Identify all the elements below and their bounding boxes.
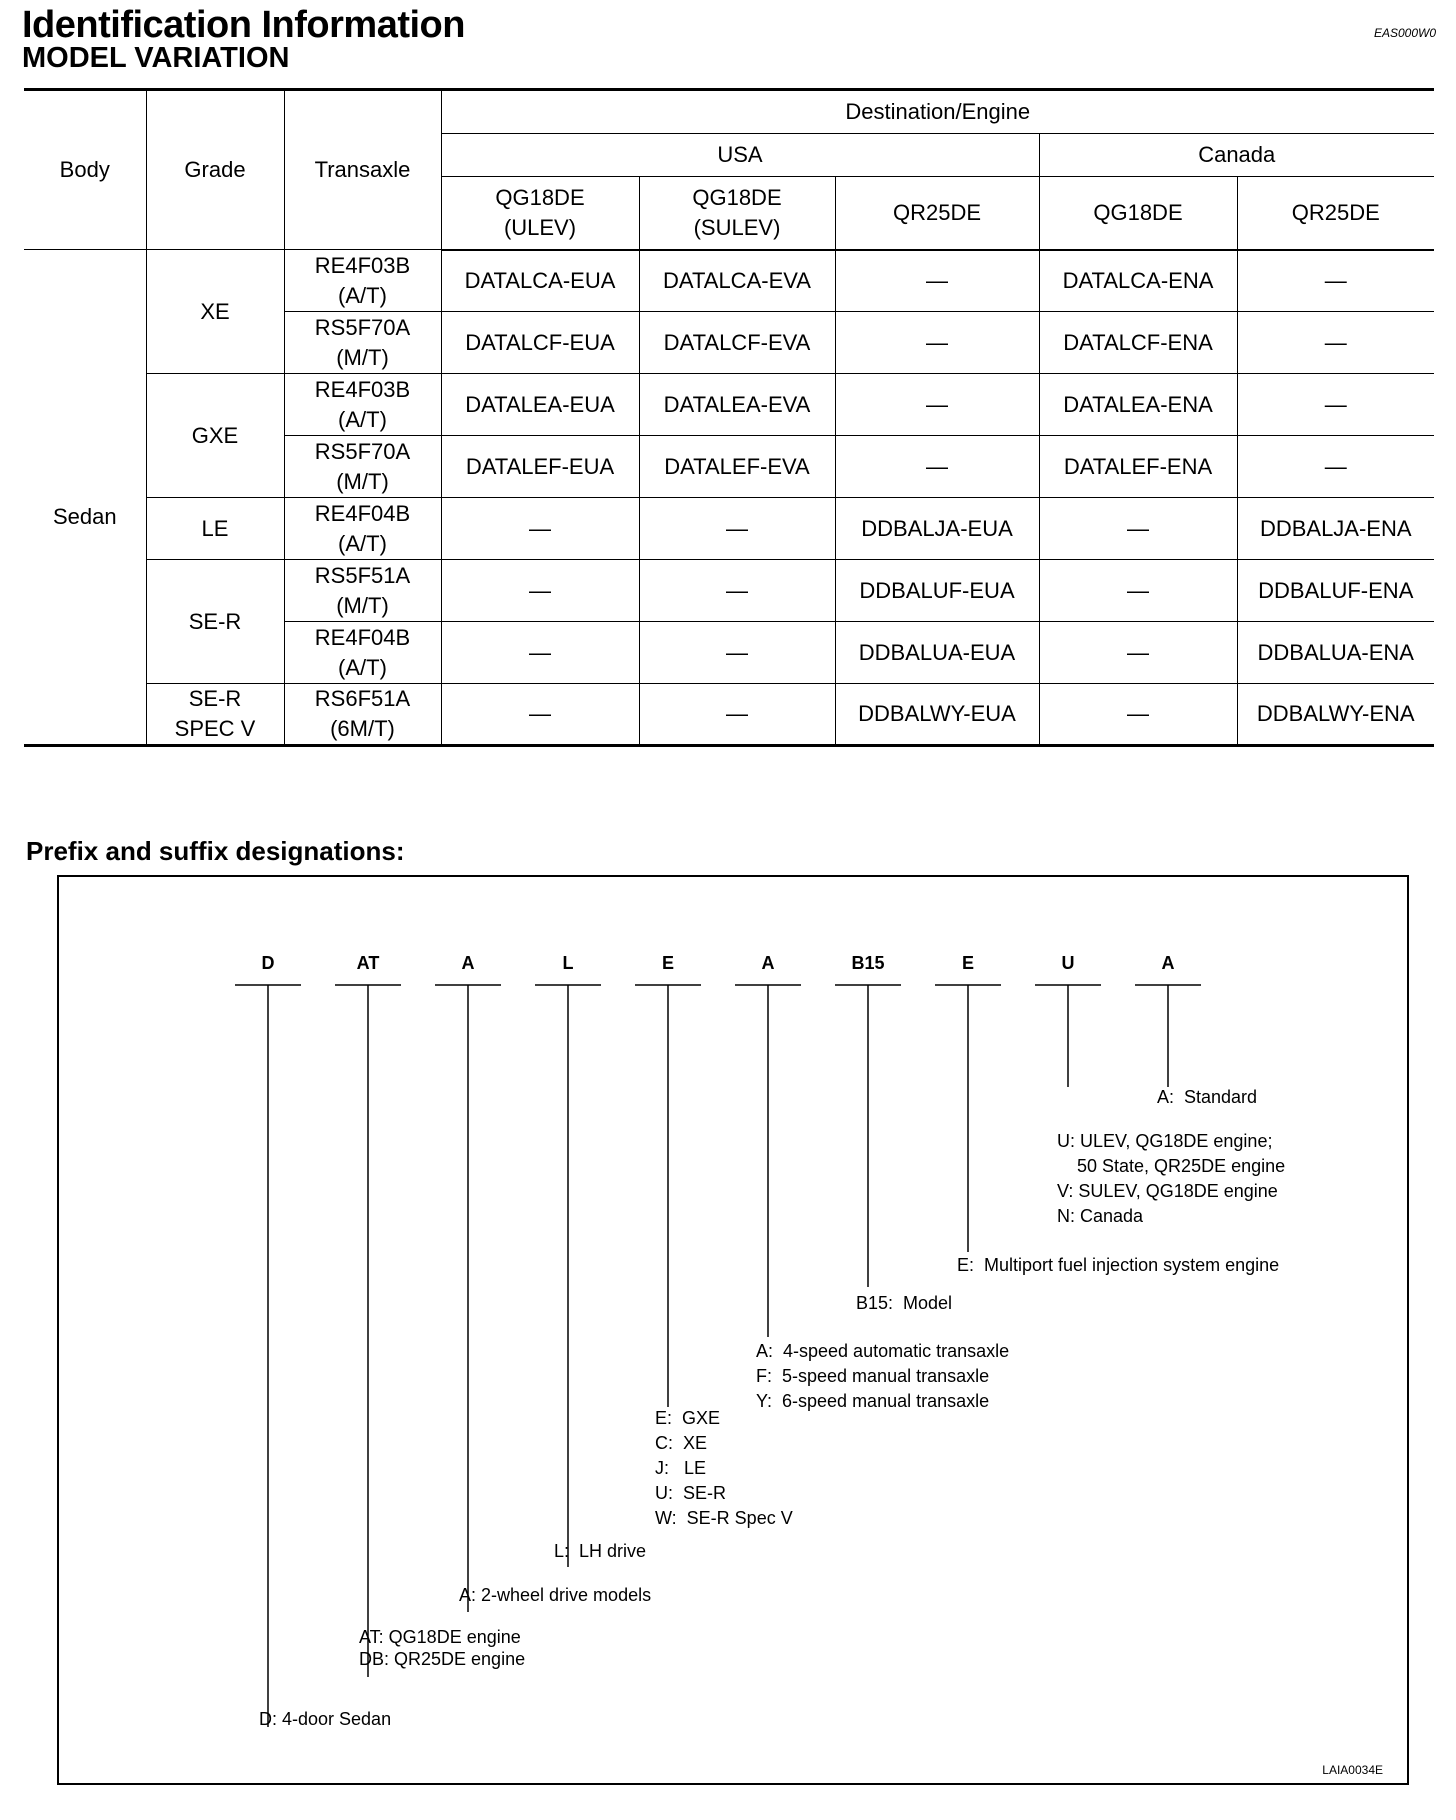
model-code-cell: DDBALUA-ENA — [1237, 622, 1434, 684]
model-code-cell: DATALCA-EVA — [639, 250, 835, 312]
designation-description: C: XE — [655, 1433, 708, 1453]
model-code-cell: — — [835, 374, 1039, 436]
model-code-cell: DDBALJA-ENA — [1237, 498, 1434, 560]
model-code-cell: DATALCA-EUA — [441, 250, 639, 312]
model-code-cell: — — [441, 684, 639, 746]
model-code-cell: DDBALUF-ENA — [1237, 560, 1434, 622]
grade-cell: XE — [146, 250, 284, 374]
designation-letter: A — [1161, 953, 1175, 973]
designation-letter: A — [461, 953, 475, 973]
transaxle-cell: RS6F51A (6M/T) — [284, 684, 441, 746]
designation-letter: L — [562, 953, 574, 973]
model-code-cell: — — [1237, 436, 1434, 498]
model-code-cell: DDBALUA-EUA — [835, 622, 1039, 684]
designation-letter: D — [261, 953, 275, 973]
designation-description: AT: QG18DE engine — [359, 1627, 521, 1647]
model-code-cell: — — [835, 250, 1039, 312]
header-usa: USA — [441, 134, 1039, 177]
table-body — [24, 250, 1434, 746]
model-code-cell: — — [1237, 250, 1434, 312]
page-title: Identification Information — [22, 4, 465, 46]
header-destination-engine: Destination/Engine — [441, 90, 1434, 134]
designation-description: U: SE-R — [655, 1483, 727, 1503]
model-code-cell: DATALEA-EUA — [441, 374, 639, 436]
figure-reference: LAIA0034E — [1322, 1763, 1383, 1777]
model-code-cell: DDBALJA-EUA — [835, 498, 1039, 560]
model-code-cell: — — [639, 560, 835, 622]
table-row — [24, 560, 1434, 622]
designation-description: L: LH drive — [554, 1541, 647, 1561]
model-code-cell: — — [1039, 684, 1237, 746]
designation-description: Y: 6-speed manual transaxle — [756, 1391, 990, 1411]
model-code-cell: — — [835, 312, 1039, 374]
designation-description: F: 5-speed manual transaxle — [756, 1366, 990, 1386]
model-code-cell: DATALCF-EVA — [639, 312, 835, 374]
header-body: Body — [24, 90, 146, 250]
model-code-cell: — — [639, 498, 835, 560]
designation-letter: A — [761, 953, 775, 973]
header-canada: Canada — [1039, 134, 1434, 177]
model-code-cell: — — [639, 684, 835, 746]
designation-description: A: Standard — [1157, 1087, 1258, 1107]
designation-description: E: GXE — [655, 1408, 721, 1428]
grade-cell: SE-R SPEC V — [146, 684, 284, 746]
prefix-suffix-title: Prefix and suffix designations: — [26, 836, 405, 866]
model-code-cell: — — [1039, 560, 1237, 622]
grade-cell: LE — [146, 498, 284, 560]
transaxle-cell: RS5F51A (M/T) — [284, 560, 441, 622]
model-code-cell: — — [441, 498, 639, 560]
model-code-cell: DATALEF-ENA — [1039, 436, 1237, 498]
model-code-cell: DATALEA-EVA — [639, 374, 835, 436]
model-code-cell: DDBALUF-EUA — [835, 560, 1039, 622]
designation-letter: E — [661, 953, 675, 973]
designation-description: N: Canada — [1057, 1206, 1144, 1226]
table-row — [24, 684, 1434, 746]
designation-description: W: SE-R Spec V — [655, 1508, 793, 1528]
transaxle-cell: RE4F04B (A/T) — [284, 498, 441, 560]
transaxle-cell: RE4F04B (A/T) — [284, 622, 441, 684]
model-code-cell: DATALEA-ENA — [1039, 374, 1237, 436]
page-subtitle: MODEL VARIATION — [22, 42, 290, 74]
designation-description: J: LE — [655, 1458, 707, 1478]
designation-chart — [59, 877, 1411, 1787]
model-code-cell: DATALCA-ENA — [1039, 250, 1237, 312]
designation-description: 50 State, QR25DE engine — [1057, 1156, 1286, 1176]
model-code-cell: DATALEF-EVA — [639, 436, 835, 498]
model-code-cell: — — [441, 622, 639, 684]
model-variation-table — [24, 88, 1434, 747]
designation-letter: E — [961, 953, 975, 973]
model-code-cell: DATALEF-EUA — [441, 436, 639, 498]
model-code-cell: — — [1237, 312, 1434, 374]
designation-description: V: SULEV, QG18DE engine — [1057, 1181, 1278, 1201]
model-code-cell: — — [639, 622, 835, 684]
model-code-cell: DATALCF-EUA — [441, 312, 639, 374]
header-engine-usa-qr25de: QR25DE — [835, 177, 1039, 250]
header-engine-canada-qg18de: QG18DE — [1039, 177, 1237, 250]
designation-description: U: ULEV, QG18DE engine; — [1057, 1131, 1273, 1151]
transaxle-cell: RS5F70A (M/T) — [284, 312, 441, 374]
designation-description: A: 4-speed automatic transaxle — [756, 1341, 1010, 1361]
header-engine-usa-qg18de-sulev: QG18DE (SULEV) — [639, 177, 835, 250]
model-code-cell: — — [1237, 374, 1434, 436]
body-cell: Sedan — [24, 250, 146, 746]
grade-cell: SE-R — [146, 560, 284, 684]
designation-letter: AT — [356, 953, 380, 973]
header-engine-usa-qg18de-ulev: QG18DE (ULEV) — [441, 177, 639, 250]
reference-code: EAS000W0 — [1373, 26, 1436, 40]
transaxle-cell: RS5F70A (M/T) — [284, 436, 441, 498]
header-transaxle: Transaxle — [284, 90, 441, 250]
table-row — [24, 374, 1434, 436]
designation-description: A: 2-wheel drive models — [459, 1585, 652, 1605]
model-code-cell: DDBALWY-ENA — [1237, 684, 1434, 746]
model-code-cell: — — [835, 436, 1039, 498]
transaxle-cell: RE4F03B (A/T) — [284, 250, 441, 312]
table-row — [24, 498, 1434, 560]
prefix-suffix-diagram — [57, 875, 1409, 1785]
model-code-cell: DDBALWY-EUA — [835, 684, 1039, 746]
designation-letter: U — [1061, 953, 1075, 973]
model-code-cell: — — [1039, 498, 1237, 560]
model-code-cell: — — [1039, 622, 1237, 684]
designation-letter: B15 — [851, 953, 885, 973]
grade-cell: GXE — [146, 374, 284, 498]
header-engine-canada-qr25de: QR25DE — [1237, 177, 1434, 250]
designation-description: B15: Model — [856, 1293, 953, 1313]
transaxle-cell: RE4F03B (A/T) — [284, 374, 441, 436]
designation-description: E: Multiport fuel injection system engine — [957, 1255, 1280, 1275]
designation-description: DB: QR25DE engine — [359, 1649, 526, 1669]
header-grade: Grade — [146, 90, 284, 250]
model-code-cell: — — [441, 560, 639, 622]
model-code-cell: DATALCF-ENA — [1039, 312, 1237, 374]
designation-description: D: 4-door Sedan — [259, 1709, 392, 1729]
table-row — [24, 250, 1434, 312]
